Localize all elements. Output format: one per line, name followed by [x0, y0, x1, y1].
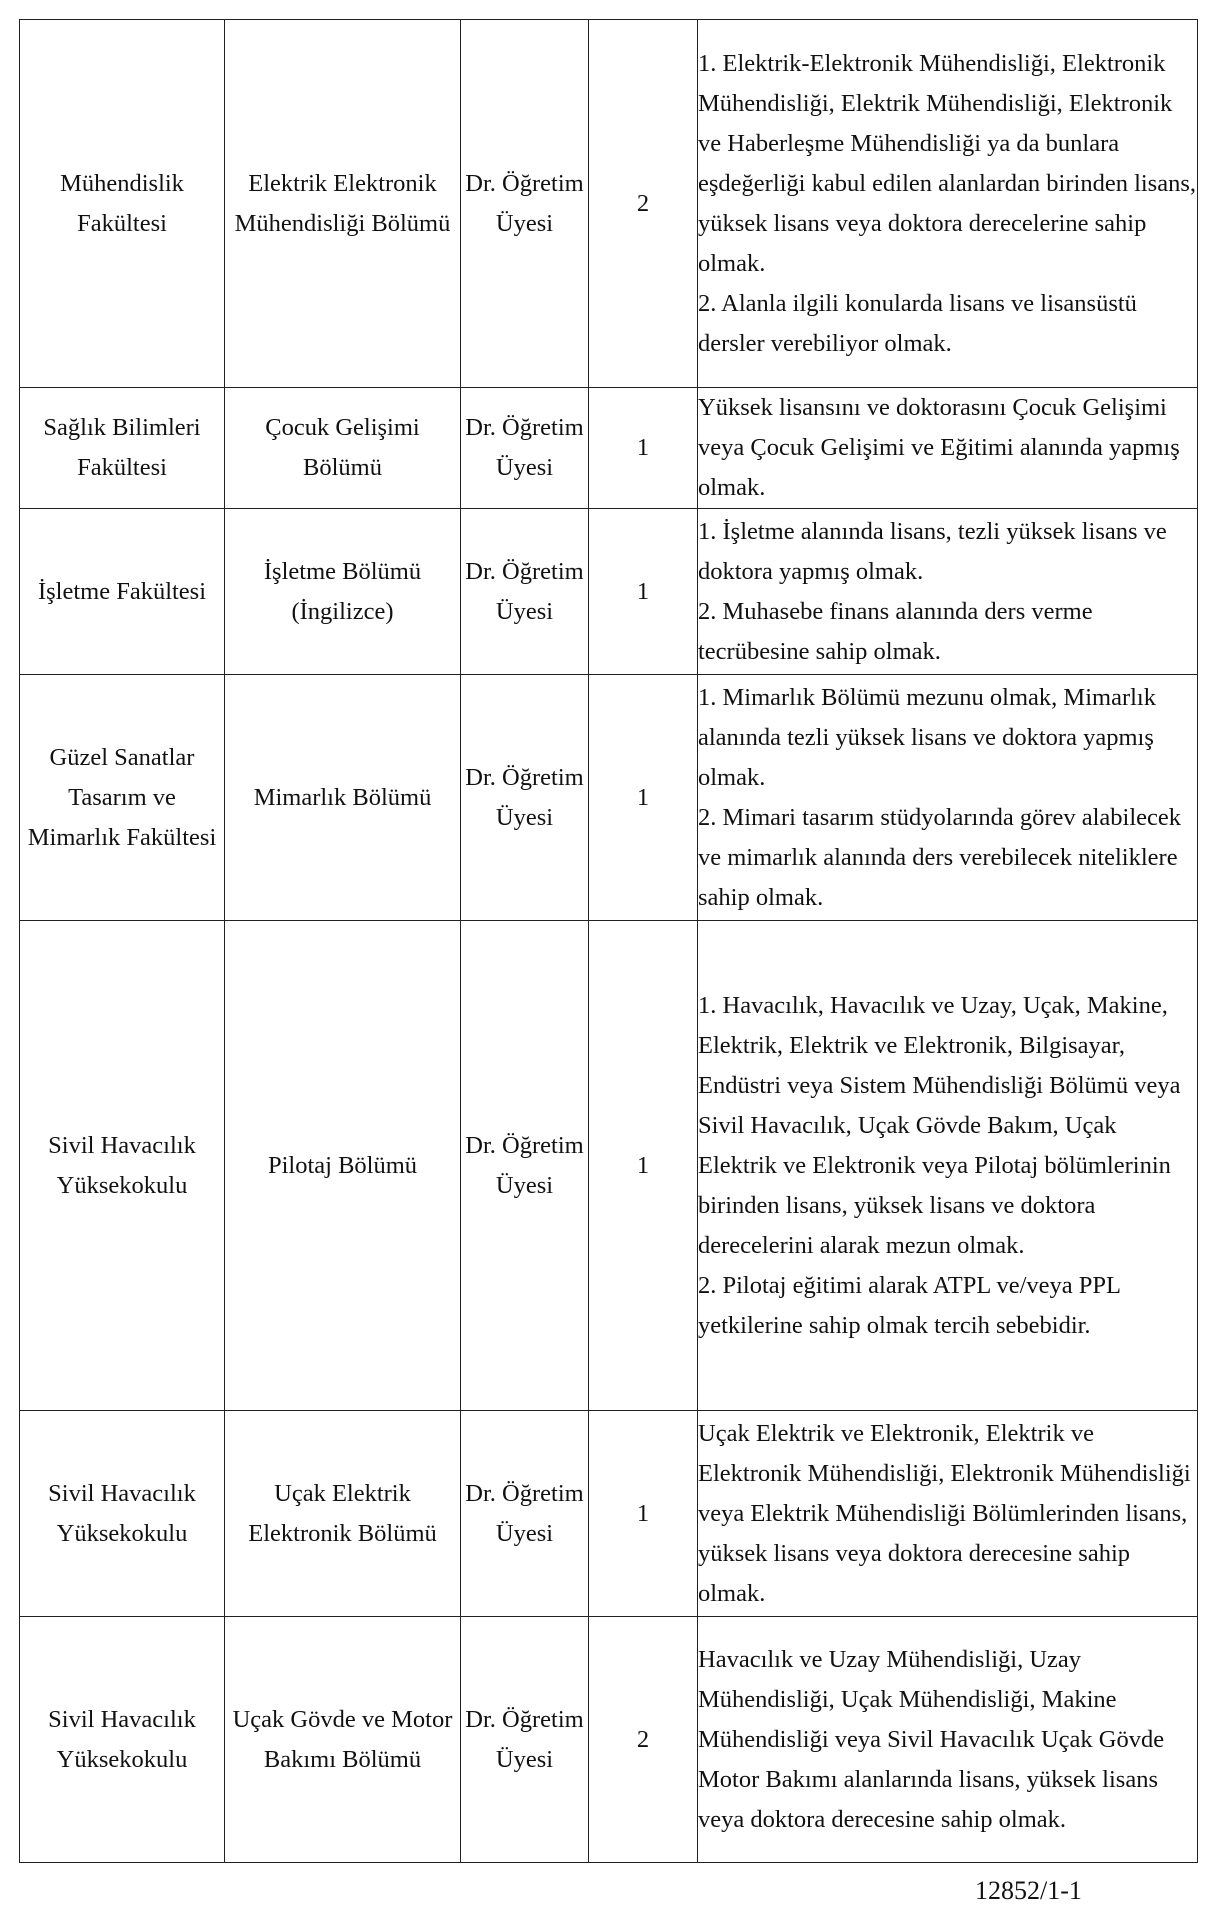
- department-cell: Elektrik Elektronik Mühendisliği Bölümü: [225, 20, 461, 388]
- requirement-line: Uçak Elektrik ve Elektronik, Elektrik ve Elektronik Mühendisliği, Elektronik Mühendisliği veya Elektrik Mühendisliği Bölümlerinden lisans, yüksek lisans veya doktora derecesine sahip olmak.: [698, 1419, 1191, 1607]
- requirement-line: 2. Muhasebe finans alanında ders verme tecrübesine sahip olmak.: [698, 597, 1093, 665]
- title-cell: Dr. Öğretim Üyesi: [461, 921, 589, 1411]
- count-cell: 1: [589, 509, 698, 675]
- department-cell: Çocuk Gelişimi Bölümü: [225, 388, 461, 509]
- faculty-cell: Güzel Sanatlar Tasarım ve Mimarlık Fakültesi: [20, 675, 225, 921]
- department-cell: Uçak Gövde ve Motor Bakımı Bölümü: [225, 1617, 461, 1863]
- count-cell: 1: [589, 921, 698, 1411]
- requirements-cell: [698, 20, 1198, 388]
- requirement-line: 1. Elektrik-Elektronik Mühendisliği, Elektronik Mühendisliği, Elektrik Mühendisliği, Elektronik ve Haberleşme Mühendisliği ya da bunlara eşdeğerliği kabul edilen alanlardan birinden lisans, yüksek lisans veya doktora derecelerine sahip olmak.: [698, 49, 1197, 277]
- faculty-cell: Sivil Havacılık Yüksekokulu: [20, 1617, 225, 1863]
- faculty-cell: Sivil Havacılık Yüksekokulu: [20, 1411, 225, 1617]
- requirement-line: 1. Havacılık, Havacılık ve Uzay, Uçak, Makine, Elektrik, Elektrik ve Elektronik, Bilgisayar, Endüstri veya Sistem Mühendisliği Bölümü veya Sivil Havacılık, Uçak Gövde Bakım, Uçak Elektrik ve Elektronik veya Pilotaj bölümlerinin birinden lisans, yüksek lisans ve doktora derecelerini alarak mezun olmak.: [698, 991, 1181, 1259]
- requirements-cell: [698, 388, 1198, 509]
- requirements-cell: [698, 509, 1198, 675]
- requirement-line: Yüksek lisansını ve doktorasını Çocuk Gelişimi veya Çocuk Gelişimi ve Eğitimi alanında yapmış olmak.: [698, 394, 1180, 501]
- count-cell: 2: [589, 1617, 698, 1863]
- position-table: [19, 19, 1198, 1863]
- title-cell: Dr. Öğretim Üyesi: [461, 388, 589, 509]
- table-row: [20, 20, 1198, 388]
- title-cell: Dr. Öğretim Üyesi: [461, 20, 589, 388]
- table-row: [20, 1411, 1198, 1617]
- count-cell: 1: [589, 388, 698, 509]
- department-cell: Pilotaj Bölümü: [225, 921, 461, 1411]
- title-cell: Dr. Öğretim Üyesi: [461, 1617, 589, 1863]
- requirements-cell: [698, 921, 1198, 1411]
- table-row: [20, 921, 1198, 1411]
- title-cell: Dr. Öğretim Üyesi: [461, 675, 589, 921]
- requirement-line: 2. Pilotaj eğitimi alarak ATPL ve/veya PPL yetkilerine sahip olmak tercih sebebidir.: [698, 1271, 1121, 1339]
- table-row: [20, 509, 1198, 675]
- requirement-line: 2. Mimari tasarım stüdyolarında görev alabilecek ve mimarlık alanında ders verebilecek niteliklere sahip olmak.: [698, 803, 1182, 911]
- department-cell: Mimarlık Bölümü: [225, 675, 461, 921]
- page-number: 12852/1-1: [975, 1876, 1082, 1905]
- title-cell: Dr. Öğretim Üyesi: [461, 509, 589, 675]
- count-cell: 1: [589, 675, 698, 921]
- requirements-cell: [698, 1617, 1198, 1863]
- requirements-cell: [698, 1411, 1198, 1617]
- faculty-cell: Sağlık Bilimleri Fakültesi: [20, 388, 225, 509]
- faculty-cell: İşletme Fakültesi: [20, 509, 225, 675]
- faculty-cell: Sivil Havacılık Yüksekokulu: [20, 921, 225, 1411]
- requirement-line: 1. Mimarlık Bölümü mezunu olmak, Mimarlık alanında tezli yüksek lisans ve doktora yapmış olmak.: [698, 683, 1156, 791]
- department-cell: İşletme Bölümü (İngilizce): [225, 509, 461, 675]
- requirement-line: 2. Alanla ilgili konularda lisans ve lisansüstü dersler verebiliyor olmak.: [698, 289, 1137, 357]
- requirement-line: 1. İşletme alanında lisans, tezli yüksek lisans ve doktora yapmış olmak.: [698, 517, 1167, 585]
- count-cell: 1: [589, 1411, 698, 1617]
- table-row: [20, 675, 1198, 921]
- faculty-cell: Mühendislik Fakültesi: [20, 20, 225, 388]
- table-row: [20, 388, 1198, 509]
- department-cell: Uçak Elektrik Elektronik Bölümü: [225, 1411, 461, 1617]
- requirements-cell: [698, 675, 1198, 921]
- requirement-line: Havacılık ve Uzay Mühendisliği, Uzay Mühendisliği, Uçak Mühendisliği, Makine Mühendisliği veya Sivil Havacılık Uçak Gövde Motor Bakımı alanlarında lisans, yüksek lisans veya doktora derecesine sahip olmak.: [698, 1645, 1165, 1833]
- title-cell: Dr. Öğretim Üyesi: [461, 1411, 589, 1617]
- table-row: [20, 1617, 1198, 1863]
- count-cell: 2: [589, 20, 698, 388]
